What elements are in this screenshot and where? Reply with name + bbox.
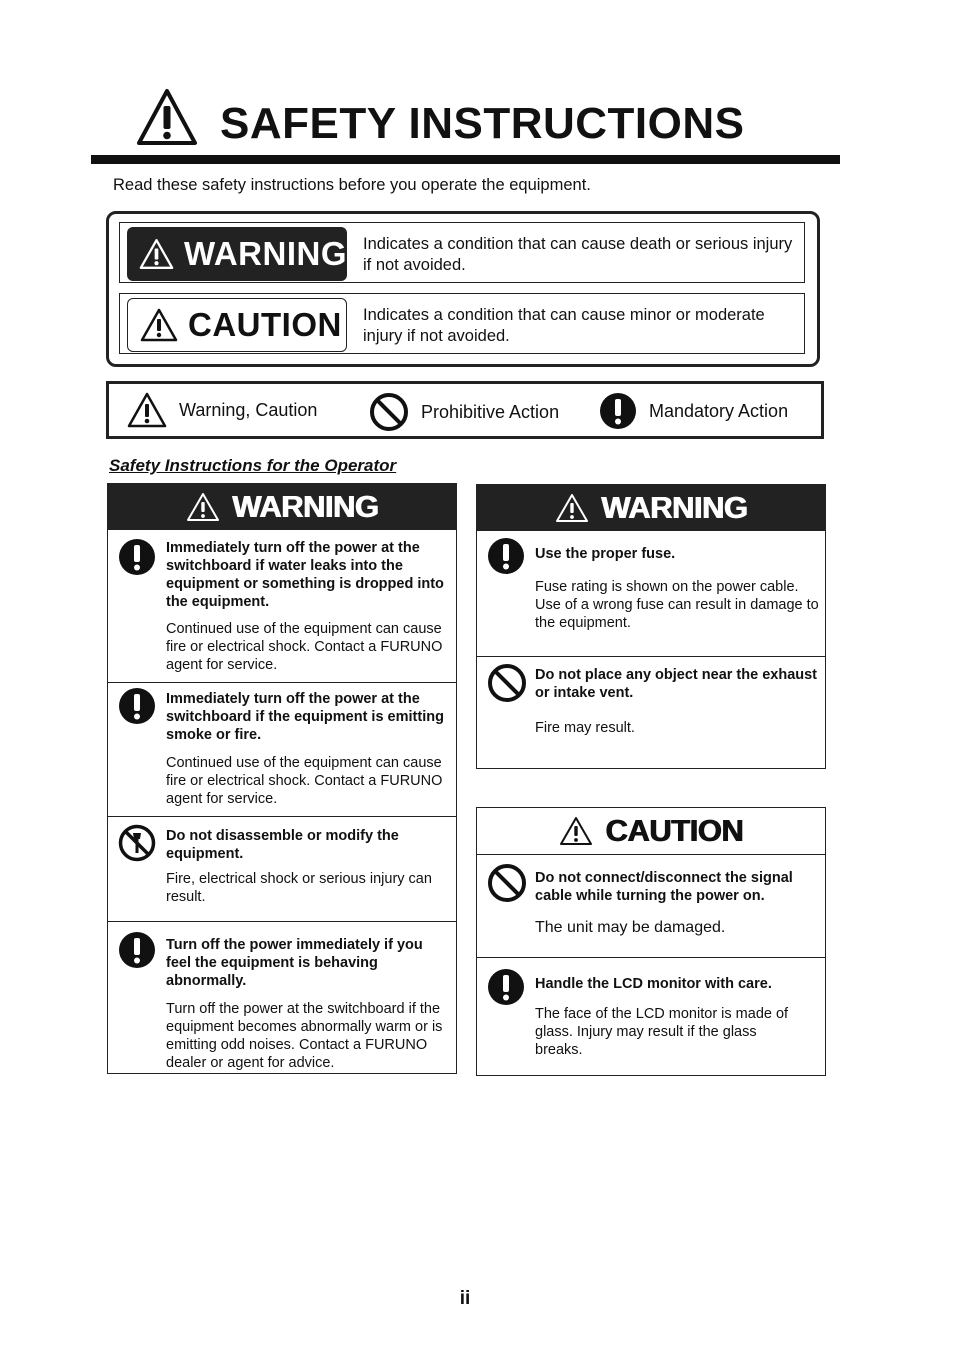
no-disassembly-icon [118, 824, 156, 862]
panel-header-caution [477, 808, 825, 855]
panel-header-warning [477, 485, 825, 531]
mandatory-icon [118, 687, 156, 725]
caution-definition: Indicates a condition that can cause minor or moderate injury if not avoided. [363, 306, 765, 345]
mandatory-icon [599, 392, 637, 430]
item-heading: Turn off the power immediately if you feel the equipment is behaving abnormally. [166, 937, 423, 989]
safety-item [108, 817, 456, 922]
item-body: Fuse rating is shown on the power cable. Use of a wrong fuse can result in damage to the equipment. [535, 579, 819, 631]
item-body: Continued use of the equipment can cause fire or electrical shock. Contact a FURUNO agent for service. [166, 755, 443, 807]
panel-header-label: WARNING [231, 489, 379, 524]
item-heading: Do not connect/disconnect the signal cable while turning the power on. [535, 870, 793, 904]
safety-item [477, 958, 825, 1076]
item-heading: Do not place any object near the exhaust or intake vent. [535, 667, 818, 701]
warning-triangle-icon [186, 492, 220, 522]
safety-item [477, 855, 825, 958]
item-body: Turn off the power at the switchboard if the equipment becomes abnormally warm or is emitting odd noises. Contact a FURUNO dealer or agent for advice. [166, 1001, 443, 1071]
intro-text: Read these safety instructions before you operate the equipment. [113, 176, 591, 194]
page-title: SAFETY INSTRUCTIONS [220, 99, 745, 148]
symbol-warning-caution [127, 392, 317, 428]
legend-row-warning [119, 222, 805, 283]
warning-triangle-icon [136, 88, 198, 146]
panel-header-warning [108, 484, 456, 530]
prohibited-icon [487, 863, 527, 903]
warning-triangle-icon [555, 493, 589, 523]
item-heading: Immediately turn off the power at the switchboard if the equipment is emitting smoke or fire. [166, 691, 444, 743]
item-body: Fire may result. [535, 720, 635, 736]
mandatory-icon [118, 538, 156, 576]
signal-word-legend [106, 211, 820, 367]
warning-triangle-icon [139, 237, 174, 271]
caution-label-text: CAUTION [188, 306, 342, 343]
panel-header-label: CAUTION [605, 813, 743, 848]
symbol-prohibitive [369, 392, 559, 432]
safety-item [108, 922, 456, 1072]
operator-warning-panel [107, 483, 457, 1074]
safety-item [108, 683, 456, 817]
symbol-mandatory [599, 392, 788, 430]
prohibited-icon [487, 663, 527, 703]
caution-signal-label [127, 298, 347, 352]
safety-item [108, 530, 456, 683]
page-number: ii [459, 1288, 471, 1309]
item-heading: Do not disassemble or modify the equipment. [166, 828, 399, 862]
equipment-caution-panel [476, 807, 826, 1076]
warning-triangle-icon [127, 392, 167, 428]
prohibited-icon [369, 392, 409, 432]
warning-definition: Indicates a condition that can cause death or serious injury if not avoided. [363, 235, 793, 274]
item-heading: Immediately turn off the power at the switchboard if water leaks into the equipment or something is dropped into the equipment. [166, 540, 444, 610]
item-heading: Use the proper fuse. [535, 546, 676, 562]
caution-triangle-icon [559, 816, 593, 846]
title-rule [91, 155, 840, 164]
safety-item [477, 657, 825, 767]
symbol-prohibitive-label: Prohibitive Action [421, 401, 560, 422]
mandatory-icon [487, 968, 525, 1006]
safety-item [477, 531, 825, 657]
symbol-mandatory-label: Mandatory Action [649, 400, 789, 421]
warning-label-text: WARNING [184, 235, 347, 272]
symbol-legend [106, 381, 824, 439]
item-body: The unit may be damaged. [535, 919, 726, 936]
mandatory-icon [118, 931, 156, 969]
warning-signal-label [127, 227, 347, 281]
symbol-warning-caution-label: Warning, Caution [179, 399, 318, 420]
item-body: Continued use of the equipment can cause fire or electrical shock. Contact a FURUNO agent for service. [166, 621, 443, 673]
legend-row-caution [119, 293, 805, 354]
item-body: Fire, electrical shock or serious injury can result. [166, 871, 432, 905]
mandatory-icon [487, 537, 525, 575]
equipment-warning-panel [476, 484, 826, 769]
section-heading: Safety Instructions for the Operator [109, 456, 397, 475]
item-body: The face of the LCD monitor is made of glass. Injury may result if the glass breaks. [535, 1006, 789, 1058]
caution-triangle-icon [140, 308, 178, 342]
panel-header-label: WARNING [600, 490, 748, 525]
item-heading: Handle the LCD monitor with care. [535, 976, 772, 992]
